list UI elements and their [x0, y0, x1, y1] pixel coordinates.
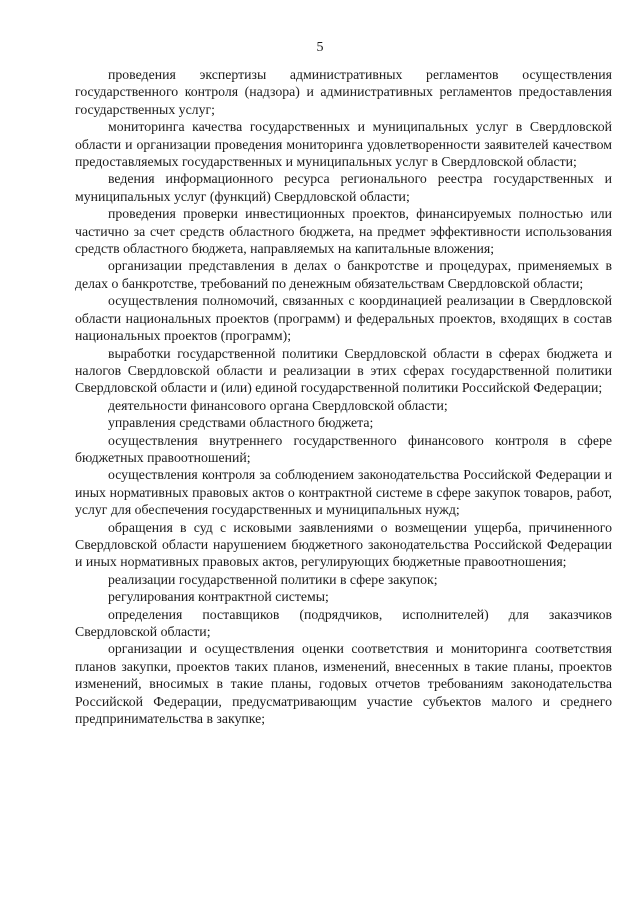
document-body: [75, 66, 612, 727]
paragraph-13: реализации государственной политики в сфере закупок;: [108, 571, 438, 587]
paragraph-8: деятельности финансового органа Свердловской области;: [108, 397, 448, 413]
page-number: 5: [316, 40, 324, 55]
paragraph-9: управления средствами областного бюджета;: [108, 415, 374, 431]
paragraph-15: определения поставщиков (подрядчиков, исполнителей) для заказчиков Свердловской области;: [75, 606, 612, 639]
paragraph-3: ведения информационного ресурса регионального реестра государственных и муниципальных услуг (функций) Свердловской области;: [75, 171, 612, 204]
paragraph-10: осуществления внутреннего государственного финансового контроля в сфере бюджетных правоотношений;: [75, 432, 612, 465]
paragraph-2: мониторинга качества государственных и муниципальных услуг в Свердловской области и организации проведения мониторинга удовлетворенности заявителей качеством предоставляемых государственных и муниципальных услуг в Свердловской области;: [75, 119, 612, 170]
paragraph-6: осуществления полномочий, связанных с координацией реализации в Свердловской области национальных проектов (программ) и федеральных проектов, входящих в состав национальных проектов (программ);: [75, 293, 612, 344]
paragraph-16: организации и осуществления оценки соответствия и мониторинга соответствия планов закупки, проектов таких планов, изменений, внесенных в такие планы, проектов изменений, вносимых в такие планы, годовых отчетов требованиям законодательства Российской Федерации, предусматривающим участие субъектов малого и среднего предпринимательства в закупке;: [75, 641, 612, 727]
paragraph-1: проведения экспертизы административных регламентов осуществления государственного контроля (надзора) и административных регламентов предоставления государственных услуг;: [75, 67, 612, 117]
paragraph-5: организации представления в делах о банкротстве и процедурах, применяемых в делах о банкротстве, требований по денежным обязательствам Свердловской области;: [75, 258, 612, 291]
paragraph-14: регулирования контрактной системы;: [108, 589, 329, 605]
paragraph-12: обращения в суд с исковыми заявлениями о возмещении ущерба, причиненного Свердловской области нарушением бюджетного законодательства Российской Федерации и иных нормативных правовых актов, регулирующих бюджетные правоотношения;: [75, 519, 612, 570]
paragraph-11: осуществления контроля за соблюдением законодательства Российской Федерации и иных нормативных правовых актов о контрактной системе в сфере закупок товаров, работ, услуг для обеспечения государственных и муниципальных нужд;: [75, 467, 612, 518]
paragraph-7: выработки государственной политики Свердловской области в сферах бюджета и налогов Свердловской области и реализации в этих сферах государственной политики Свердловской области и (или) единой государственной политики Российской Федерации;: [75, 345, 612, 396]
paragraph-4: проведения проверки инвестиционных проектов, финансируемых полностью или частично за счет средств областного бюджета, на предмет эффективности использования средств областного бюджета, направляемых на капитальные вложения;: [75, 206, 612, 257]
